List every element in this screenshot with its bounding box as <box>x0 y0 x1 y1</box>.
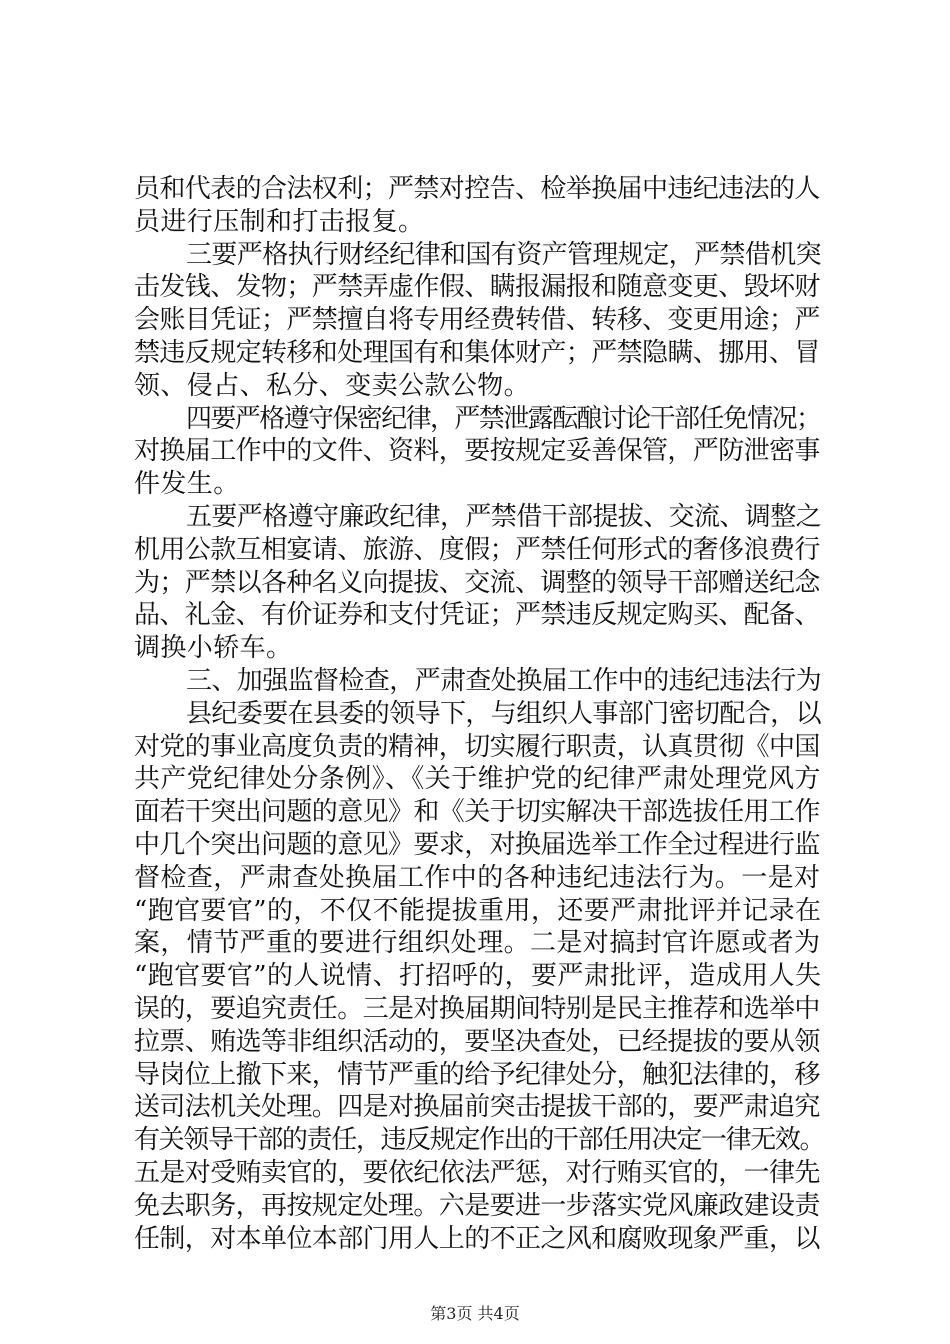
text-line: “跑官要官”的，不仅不能提拔重用，还要严肃批评并记录在 <box>134 895 822 926</box>
text-line: 机用公款互相宴请、旅游、度假；严禁任何形式的奢侈浪费行 <box>134 534 820 565</box>
text-line: 三要严格执行财经纪律和国有资产管理规定，严禁借机突 <box>186 239 822 270</box>
text-line: 为；严禁以各种名义向提拔、交流、调整的领导干部赠送纪念 <box>134 567 820 598</box>
text-line: 误的，要追究责任。三是对换届期间特别是民主推荐和选举中 <box>134 993 820 1024</box>
text-line: 员和代表的合法权利；严禁对控告、检举换届中违纪违法的人 <box>134 174 820 204</box>
text-line: 任制，对本单位本部门用人上的不正之风和腐败现象严重，以 <box>134 1223 820 1254</box>
text-line: 县纪委要在县委的领导下，与组织人事部门密切配合，以 <box>186 698 822 729</box>
text-line: 三、加强监督检查，严肃查处换届工作中的违纪违法行为 <box>186 665 822 696</box>
text-line: 有关领导干部的责任，违反规定作出的干部任用决定一律无效。 <box>134 1125 825 1156</box>
text-line: 共产党纪律处分条例》、《关于维护党的纪律严肃处理党风方 <box>134 764 821 795</box>
text-line: 击发钱、发物；严禁弄虚作假、瞒报漏报和随意变更、毁坏财 <box>134 272 820 303</box>
text-line: 员进行压制和打击报复。 <box>134 206 425 237</box>
text-line: 件发生。 <box>134 469 240 500</box>
text-line: 案，情节严重的要进行组织处理。二是对搞封官许愿或者为 <box>134 928 821 959</box>
text-line: 调换小轿车。 <box>134 633 293 664</box>
text-line: 对党的事业高度负责的精神，切实履行职责，认真贯彻《中国 <box>134 731 820 762</box>
text-line: 四要严格遵守保密纪律，严禁泄露酝酿讨论干部任免情况； <box>186 403 821 434</box>
text-line: 领、侵占、私分、变卖公款公物。 <box>134 370 531 401</box>
text-line: 品、礼金、有价证券和支付凭证；严禁违反规定购买、配备、 <box>134 600 820 631</box>
text-line: 禁违反规定转移和处理国有和集体财产；严禁隐瞒、挪用、冒 <box>134 337 820 368</box>
text-line: 五是对受贿卖官的，要依纪依法严惩，对行贿买官的，一律先 <box>134 1157 820 1188</box>
text-line: 拉票、贿选等非组织活动的，要坚决查处，已经提拔的要从领 <box>134 1026 820 1057</box>
page-footer: 第3页 共4页 <box>430 1304 520 1323</box>
text-line: 免去职务，再按规定处理。六是要进一步落实党风廉政建设责 <box>134 1190 820 1221</box>
text-line: 中几个突出问题的意见》要求，对换届选举工作全过程进行监 <box>134 829 820 860</box>
text-line: 导岗位上撤下来，情节严重的给予纪律处分，触犯法律的，移 <box>134 1059 820 1090</box>
text-line: 送司法机关处理。四是对换届前突击提拔干部的，要严肃追究 <box>134 1092 820 1123</box>
text-line: 五要严格遵守廉政纪律，严禁借干部提拔、交流、调整之 <box>186 501 822 532</box>
document-body <box>134 173 824 1255</box>
text-line: 会账目凭证；严禁擅自将专用经费转借、转移、变更用途；严 <box>134 305 820 336</box>
text-line: “跑官要官”的人说情、打招呼的，要严肃批评，造成用人失 <box>134 961 822 992</box>
text-line: 督检查，严肃查处换届工作中的各种违纪违法行为。一是对 <box>134 862 821 893</box>
text-line: 面若干突出问题的意见》和《关于切实解决干部选拔任用工作 <box>134 797 820 828</box>
text-line: 对换届工作中的文件、资料，要按规定妥善保管，严防泄密事 <box>134 436 820 467</box>
